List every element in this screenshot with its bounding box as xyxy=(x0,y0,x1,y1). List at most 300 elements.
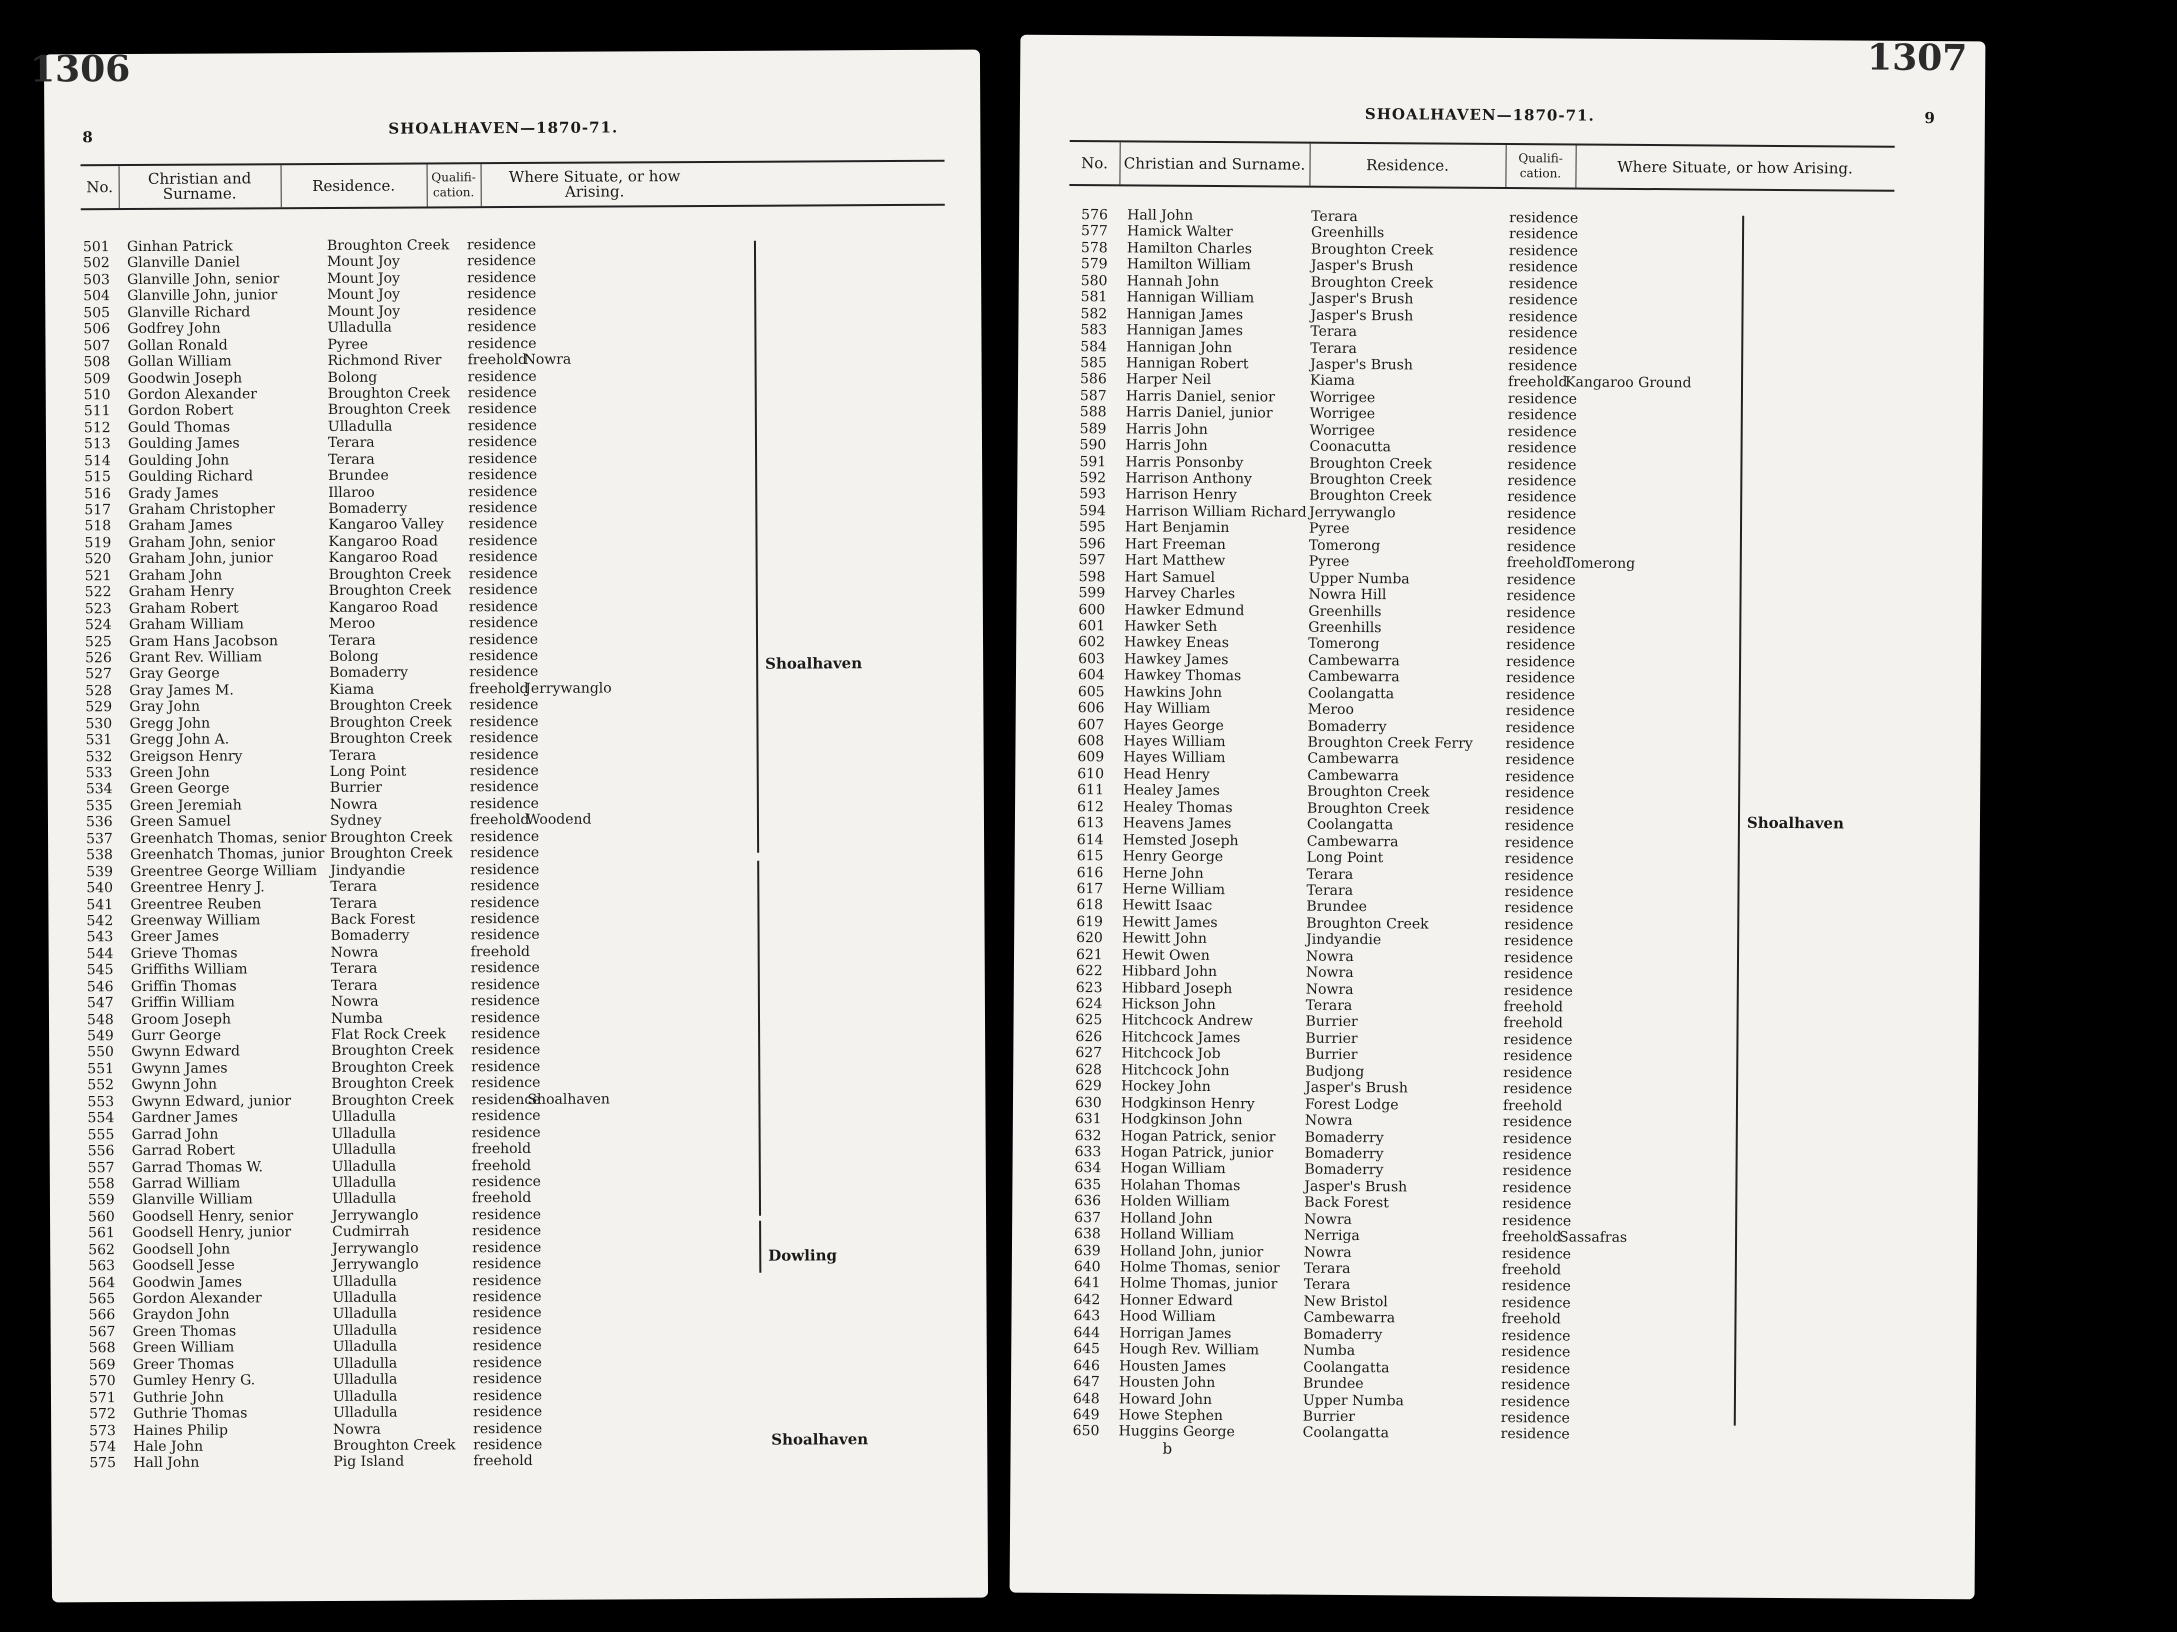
entry-residence: Broughton Creek xyxy=(331,1042,454,1060)
entry-name: Griffin William xyxy=(130,994,235,1012)
entry-number: 504 xyxy=(83,288,110,305)
entry-residence: Broughton Creek xyxy=(327,385,451,402)
entry-number: 543 xyxy=(86,929,114,946)
entry-number: 631 xyxy=(1074,1111,1102,1128)
entry-name: Groom Joseph xyxy=(130,1011,232,1028)
entry-number: 610 xyxy=(1077,765,1105,783)
entry-number: 556 xyxy=(87,1143,115,1160)
entry-residence: Terara xyxy=(330,878,377,896)
entry-number: 567 xyxy=(88,1323,116,1341)
entry-number: 537 xyxy=(86,830,113,848)
entry-residence: Nowra xyxy=(1304,1112,1353,1130)
entry-residence: Jasper's Brush xyxy=(1310,356,1413,374)
entry-qualification: freehold xyxy=(473,1453,533,1470)
entry-residence: Mount Joy xyxy=(327,270,401,287)
entry-residence: Jindyandie xyxy=(1306,931,1382,949)
entry-qualification: residence xyxy=(471,1058,541,1076)
entry-number: 531 xyxy=(85,732,113,749)
entry-number: 606 xyxy=(1077,700,1105,717)
entry-residence: Ulladulla xyxy=(331,1125,397,1142)
entry-qualification: residence xyxy=(469,779,539,796)
entry-qualification: residence xyxy=(467,384,537,402)
entry-residence: Tomerong xyxy=(1308,636,1380,653)
header-qualification: Qualifi-cation. xyxy=(427,164,482,206)
entry-name: Holahan Thomas xyxy=(1120,1177,1241,1195)
entry-number: 520 xyxy=(84,551,112,568)
entry-number: 605 xyxy=(1077,683,1105,700)
entry-number: 574 xyxy=(89,1439,117,1456)
entry-residence: Bolong xyxy=(329,648,379,665)
entry-number: 615 xyxy=(1076,848,1104,865)
entry-name: Hickson John xyxy=(1121,996,1216,1014)
entry-qualification: residence xyxy=(472,1288,542,1306)
entry-number: 505 xyxy=(83,304,111,322)
entry-name: Guthrie Thomas xyxy=(133,1405,248,1423)
entry-number: 627 xyxy=(1075,1045,1103,1062)
entry-residence: Coolangatta xyxy=(1307,685,1395,702)
entry-number: 638 xyxy=(1074,1226,1101,1243)
page-stamp: 1307 xyxy=(1866,36,1968,80)
entry-residence: Mount Joy xyxy=(327,303,401,320)
entry-name: Gram Hans Jacobson xyxy=(128,632,279,650)
entry-name: Gurr George xyxy=(131,1027,222,1045)
entry-residence: Sydney xyxy=(329,813,382,830)
entry-qualification: residence xyxy=(468,532,538,550)
header-residence: Residence. xyxy=(281,164,428,207)
brace-label: Shoalhaven xyxy=(771,1430,869,1449)
entry-residence: Ulladulla xyxy=(332,1338,398,1356)
entry-qualification: residence xyxy=(1503,1064,1573,1082)
entry-residence: Mount Joy xyxy=(327,286,401,304)
entry-residence: Numba xyxy=(1303,1342,1356,1360)
entry-name: Graham John, junior xyxy=(128,550,273,568)
entry-residence: Nowra xyxy=(1305,981,1354,998)
entry-residence: Cambewarra xyxy=(1306,833,1399,850)
entry-name: Goodwin Joseph xyxy=(127,369,243,387)
entry-number: 502 xyxy=(83,255,110,272)
entry-number: 554 xyxy=(87,1110,115,1127)
entry-name: Holland John xyxy=(1120,1210,1213,1227)
entry-qualification: freehold xyxy=(1502,1229,1562,1246)
entry-name: Harris John xyxy=(1125,437,1208,455)
entry-number: 619 xyxy=(1076,913,1104,931)
entry-qualification: residence xyxy=(472,1305,542,1322)
entry-number: 639 xyxy=(1073,1242,1101,1259)
entry-number: 630 xyxy=(1074,1094,1102,1111)
entry-number: 629 xyxy=(1075,1078,1102,1095)
entry-qualification: freehold xyxy=(469,680,529,698)
entry-number: 547 xyxy=(86,995,114,1012)
entry-qualification: residence xyxy=(1503,966,1573,983)
entry-name: Hart Matthew xyxy=(1124,552,1226,570)
entry-residence: Terara xyxy=(1311,208,1358,226)
entry-residence: Broughton Creek xyxy=(330,845,453,863)
entry-qualification: residence xyxy=(1501,1278,1571,1295)
entry-residence: Terara xyxy=(330,977,378,994)
entry-number: 604 xyxy=(1077,667,1105,684)
entry-residence: Broughton Creek xyxy=(326,237,450,254)
entry-residence: Back Forest xyxy=(330,911,416,928)
left-page xyxy=(29,48,988,1603)
entry-residence: Broughton Creek xyxy=(333,1437,456,1454)
entry-name: Harris Daniel, junior xyxy=(1125,404,1273,422)
entry-number: 512 xyxy=(83,419,111,437)
entry-number: 526 xyxy=(85,650,112,667)
entry-number: 501 xyxy=(82,239,110,256)
entry-residence: Nowra Hill xyxy=(1308,586,1387,604)
entry-qualification: residence xyxy=(1504,834,1574,852)
entry-residence: Worrigee xyxy=(1309,422,1376,439)
entry-name: Hibbard Joseph xyxy=(1121,979,1233,997)
brace-label: Shoalhaven xyxy=(765,654,863,673)
entry-name: Hannigan James xyxy=(1126,306,1244,323)
entry-qualification: residence xyxy=(1509,226,1579,243)
entry-qualification: residence xyxy=(1502,1196,1572,1213)
entry-residence: Tomerong xyxy=(1308,537,1381,554)
entry-qualification: residence xyxy=(466,236,537,254)
entry-residence: Nowra xyxy=(329,796,378,813)
entry-name: Hewitt James xyxy=(1122,914,1218,931)
entry-residence: Terara xyxy=(1310,340,1357,357)
entry-residence: Nowra xyxy=(333,1421,381,1438)
entry-residence: Ulladulla xyxy=(331,1108,396,1126)
entry-qualification: residence xyxy=(1504,933,1574,950)
entry-residence: Burrier xyxy=(1305,1046,1358,1064)
entry-qualification: residence xyxy=(1508,358,1578,375)
entry-qualification: residence xyxy=(1508,242,1579,260)
entry-name: Gwynn Edward xyxy=(131,1043,240,1061)
brace xyxy=(759,1221,761,1273)
entry-name: Greer James xyxy=(130,928,219,946)
entry-qualification: residence xyxy=(469,730,539,747)
entry-qualification: residence xyxy=(470,828,540,845)
entry-residence: Kangaroo Road xyxy=(328,549,439,567)
entry-name: Harvey Charles xyxy=(1124,585,1236,603)
entry-qualification: residence xyxy=(468,631,539,648)
header-where: Where Situate, or how Arising. xyxy=(1617,157,1853,177)
entry-name: Honner Edward xyxy=(1119,1292,1233,1310)
entry-name: Hawkey Eneas xyxy=(1124,634,1229,652)
entry-number: 598 xyxy=(1078,568,1106,585)
entry-name: Green Thomas xyxy=(132,1323,237,1340)
entry-number: 524 xyxy=(84,617,112,634)
entry-number: 640 xyxy=(1073,1259,1101,1276)
entry-name: Goodsell John xyxy=(132,1241,231,1258)
entry-residence: Broughton Creek xyxy=(1306,800,1430,818)
entry-qualification: residence xyxy=(1500,1409,1570,1427)
entry-name: Gordon Alexander xyxy=(132,1290,262,1308)
entry-qualification: residence xyxy=(468,450,538,467)
entry-number: 614 xyxy=(1076,831,1104,848)
entry-qualification: residence xyxy=(470,993,540,1010)
entry-residence: Broughton Creek xyxy=(328,582,452,600)
entry-qualification: residence xyxy=(1505,768,1575,786)
entry-number: 572 xyxy=(89,1406,116,1423)
entry-name: Holland John, junior xyxy=(1119,1242,1264,1260)
entry-name: Hayes William xyxy=(1123,733,1226,751)
entry-qualification: residence xyxy=(1502,1163,1572,1180)
entry-name: Harrison Anthony xyxy=(1125,470,1253,488)
entry-name: Greenway William xyxy=(130,912,261,929)
entry-name: Hart Benjamin xyxy=(1124,519,1230,537)
entry-residence: Kangaroo Road xyxy=(328,533,438,550)
entry-residence: Nowra xyxy=(1303,1244,1352,1261)
entry-residence: Brundee xyxy=(328,467,389,485)
entry-qualification: residence xyxy=(470,960,540,977)
entry-number: 633 xyxy=(1074,1143,1102,1161)
header-where: Where Situate, or how Arising. xyxy=(508,167,681,201)
entry-residence: Jasper's Brush xyxy=(1310,257,1414,275)
entry-residence: Kangaroo Road xyxy=(328,599,439,616)
entry-residence: Terara xyxy=(328,632,376,649)
entry-number: 642 xyxy=(1073,1291,1101,1309)
entry-number: 590 xyxy=(1079,437,1107,454)
entry-number: 558 xyxy=(87,1176,115,1193)
entry-name: Haines Philip xyxy=(133,1422,229,1439)
entry-qualification: residence xyxy=(1502,1114,1572,1131)
entry-name: Harper Neil xyxy=(1125,371,1212,389)
entry-number: 533 xyxy=(85,765,113,782)
entry-residence: Jasper's Brush xyxy=(1305,1079,1408,1097)
entry-name: Goulding John xyxy=(128,452,230,469)
entry-qualification: residence xyxy=(1500,1393,1571,1411)
table-header xyxy=(81,160,945,211)
entry-name: Howe Stephen xyxy=(1118,1407,1224,1425)
entry-name: Hannigan John xyxy=(1126,338,1233,356)
entry-name: Graham John xyxy=(128,567,223,584)
entry-number: 536 xyxy=(85,814,113,831)
entry-name: Greigson Henry xyxy=(129,747,243,765)
entry-qualification: residence xyxy=(1504,851,1574,868)
entry-residence: Cambewarra xyxy=(1307,668,1400,686)
entry-residence: Ulladulla xyxy=(331,1158,397,1175)
entry-name: Henry George xyxy=(1122,848,1224,866)
entry-residence: Broughton Creek xyxy=(328,566,452,583)
entry-residence: Meroo xyxy=(1307,701,1354,719)
entry-number: 643 xyxy=(1073,1308,1101,1325)
entry-name: Glanville John, senior xyxy=(127,271,280,288)
entry-number: 566 xyxy=(88,1307,116,1324)
entry-number: 612 xyxy=(1077,798,1104,816)
entry-number: 575 xyxy=(89,1455,117,1472)
entry-qualification: residence xyxy=(1500,1377,1571,1394)
entry-residence: Ulladulla xyxy=(331,1191,397,1208)
entry-name: Hart Samuel xyxy=(1124,569,1216,586)
page-title: SHOALHAVEN—1870-71. xyxy=(1364,105,1595,125)
entry-qualification: residence xyxy=(469,647,539,665)
entry-qualification: residence xyxy=(1508,341,1578,359)
entry-name: Green Samuel xyxy=(129,813,231,831)
entry-residence: Long Point xyxy=(1306,849,1384,867)
entry-name: Godfrey John xyxy=(127,320,221,338)
entry-qualification: residence xyxy=(469,713,539,730)
entry-number: 548 xyxy=(86,1011,114,1028)
entry-qualification: freehold xyxy=(470,943,531,961)
entry-residence: Broughton Creek xyxy=(327,401,451,419)
entry-number: 511 xyxy=(83,403,111,420)
entry-residence: Terara xyxy=(329,747,377,764)
entry-name: Gray James M. xyxy=(129,682,234,699)
entry-residence: Jasper's Brush xyxy=(1304,1178,1408,1196)
entry-qualification: residence xyxy=(467,401,537,418)
entry-qualification: residence xyxy=(471,1025,541,1043)
entry-qualification: residence xyxy=(472,1272,542,1289)
entry-qualification: residence xyxy=(469,762,539,780)
entry-name: Glanville John, junior xyxy=(127,287,278,305)
entry-name: Harrison William Richard xyxy=(1125,503,1307,521)
entry-number: 644 xyxy=(1073,1324,1101,1341)
entry-number: 607 xyxy=(1077,716,1105,733)
entry-name: Greenhatch Thomas, senior xyxy=(130,829,327,847)
entry-name: Griffiths William xyxy=(130,961,248,979)
entry-residence: Pig Island xyxy=(333,1453,405,1471)
entry-residence: Broughton Creek xyxy=(1307,783,1430,801)
entry-residence: Bomaderry xyxy=(330,927,410,945)
entry-residence: Bomaderry xyxy=(328,500,408,517)
entry-qualification: residence xyxy=(1507,390,1578,408)
entry-number: 608 xyxy=(1077,733,1105,750)
entry-number: 562 xyxy=(88,1241,115,1258)
entry-residence: Ulladulla xyxy=(327,418,393,435)
entry-number: 635 xyxy=(1074,1176,1102,1194)
entry-residence: Meroo xyxy=(328,615,376,633)
entry-qualification: freehold xyxy=(1502,1097,1563,1115)
entry-residence: Kangaroo Valley xyxy=(328,516,444,534)
entry-number: 564 xyxy=(88,1274,116,1291)
entry-qualification: residence xyxy=(1508,292,1578,309)
entry-qualification: residence xyxy=(471,1173,541,1191)
entry-qualification: residence xyxy=(1505,719,1575,737)
entry-residence: Back Forest xyxy=(1304,1194,1389,1212)
entry-qualification: freehold xyxy=(1501,1311,1561,1328)
entry-qualification: residence xyxy=(467,269,537,287)
entry-number: 539 xyxy=(86,863,114,880)
entry-name: Hawker Seth xyxy=(1124,618,1218,635)
entry-qualification: residence xyxy=(471,1091,541,1108)
entry-qualification: residence xyxy=(468,516,538,533)
entry-name: Hogan William xyxy=(1120,1160,1226,1178)
entry-number: 570 xyxy=(88,1373,116,1390)
entry-number: 588 xyxy=(1079,404,1107,421)
entry-number: 522 xyxy=(84,584,112,601)
entry-qualification: residence xyxy=(1507,489,1577,506)
entry-name: Hough Rev. William xyxy=(1119,1341,1260,1359)
entry-number: 546 xyxy=(86,978,114,995)
entry-number: 527 xyxy=(85,666,112,683)
entry-name: Hockey John xyxy=(1121,1078,1211,1096)
entry-name: Harrison Henry xyxy=(1125,486,1237,504)
entry-name: Glanville Daniel xyxy=(127,254,241,272)
entry-qualification: residence xyxy=(1507,473,1577,490)
entry-number: 632 xyxy=(1074,1127,1102,1144)
entry-number: 568 xyxy=(88,1340,116,1357)
entry-name: Greentree George William xyxy=(130,862,318,880)
entry-qualification: freehold xyxy=(1501,1262,1562,1279)
entry-where: Nowra xyxy=(523,351,572,369)
entry-where: Tomerong xyxy=(1563,555,1636,573)
entry-qualification: residence xyxy=(1506,588,1576,605)
entry-qualification: residence xyxy=(473,1403,543,1421)
entry-number: 626 xyxy=(1075,1028,1103,1046)
entry-name: Graham William xyxy=(128,616,244,634)
entry-name: Hall John xyxy=(1127,207,1194,224)
entry-qualification: residence xyxy=(470,861,540,878)
entry-name: Goulding Richard xyxy=(128,468,254,486)
entry-name: Glanville William xyxy=(131,1191,253,1209)
entry-name: Hitchcock Job xyxy=(1121,1045,1221,1063)
entry-number: 559 xyxy=(87,1192,115,1209)
entry-residence: Ulladulla xyxy=(331,1141,397,1159)
entry-qualification: residence xyxy=(468,614,539,632)
entry-number: 557 xyxy=(87,1159,115,1176)
entry-qualification: residence xyxy=(470,910,540,928)
entry-number: 634 xyxy=(1074,1160,1102,1177)
entry-name: Hood William xyxy=(1119,1308,1216,1326)
entry-name: Horrigan James xyxy=(1119,1325,1232,1342)
entry-number: 529 xyxy=(85,699,113,716)
entry-name: Gordon Alexander xyxy=(127,386,258,403)
entry-number: 534 xyxy=(85,781,113,798)
entry-residence: Ulladulla xyxy=(333,1404,398,1422)
entry-name: Herne John xyxy=(1122,864,1204,882)
entry-residence: Broughton Creek xyxy=(331,1092,454,1109)
entry-name: Holland William xyxy=(1120,1226,1235,1244)
entry-number: 538 xyxy=(86,847,113,864)
entry-number: 587 xyxy=(1079,387,1107,405)
entry-name: Harris John xyxy=(1125,421,1208,438)
entry-qualification: residence xyxy=(1505,785,1575,802)
entry-name: Hannah John xyxy=(1126,273,1220,290)
entry-residence: Forest Lodge xyxy=(1304,1096,1399,1113)
entry-qualification: residence xyxy=(469,795,539,813)
entry-residence: Kiama xyxy=(329,681,375,698)
entry-name: Green Jeremiah xyxy=(129,797,242,814)
entry-name: Holme Thomas, senior xyxy=(1119,1259,1280,1277)
header-residence: Residence. xyxy=(1309,144,1506,187)
entry-residence: Worrigee xyxy=(1309,389,1376,406)
entry-name: Housten John xyxy=(1118,1374,1216,1392)
entry-qualification: residence xyxy=(467,286,537,303)
entry-qualification: residence xyxy=(1504,916,1574,934)
entry-name: Healey James xyxy=(1123,782,1220,800)
entry-qualification: residence xyxy=(1506,604,1576,622)
entry-residence: Ulladulla xyxy=(332,1273,397,1290)
entry-qualification: residence xyxy=(1503,1081,1573,1098)
signature-mark: b xyxy=(1162,1439,1173,1458)
entry-qualification: residence xyxy=(471,1108,541,1125)
entry-qualification: residence xyxy=(472,1255,542,1273)
entry-qualification: residence xyxy=(1509,210,1579,227)
entry-name: Hitchcock James xyxy=(1121,1029,1241,1047)
entry-name: Huggins George xyxy=(1118,1423,1235,1441)
entry-number: 506 xyxy=(83,321,111,338)
entry-number: 624 xyxy=(1075,996,1103,1013)
entry-qualification: residence xyxy=(1507,423,1577,441)
entry-name: Graham Henry xyxy=(128,583,235,601)
entry-number: 550 xyxy=(87,1044,114,1061)
entry-residence: Nowra xyxy=(1305,964,1354,982)
entry-qualification: residence xyxy=(1508,308,1578,326)
entry-number: 593 xyxy=(1079,486,1107,503)
entry-qualification: residence xyxy=(1502,1179,1572,1197)
entry-number: 540 xyxy=(86,880,114,897)
entry-residence: Cambewarra xyxy=(1303,1309,1396,1327)
entry-number: 637 xyxy=(1074,1209,1101,1226)
entry-number: 581 xyxy=(1080,289,1108,306)
entry-residence: Cambewarra xyxy=(1307,751,1400,768)
entry-residence: Jindyandie xyxy=(330,862,406,879)
entry-residence: Ulladulla xyxy=(332,1306,397,1323)
